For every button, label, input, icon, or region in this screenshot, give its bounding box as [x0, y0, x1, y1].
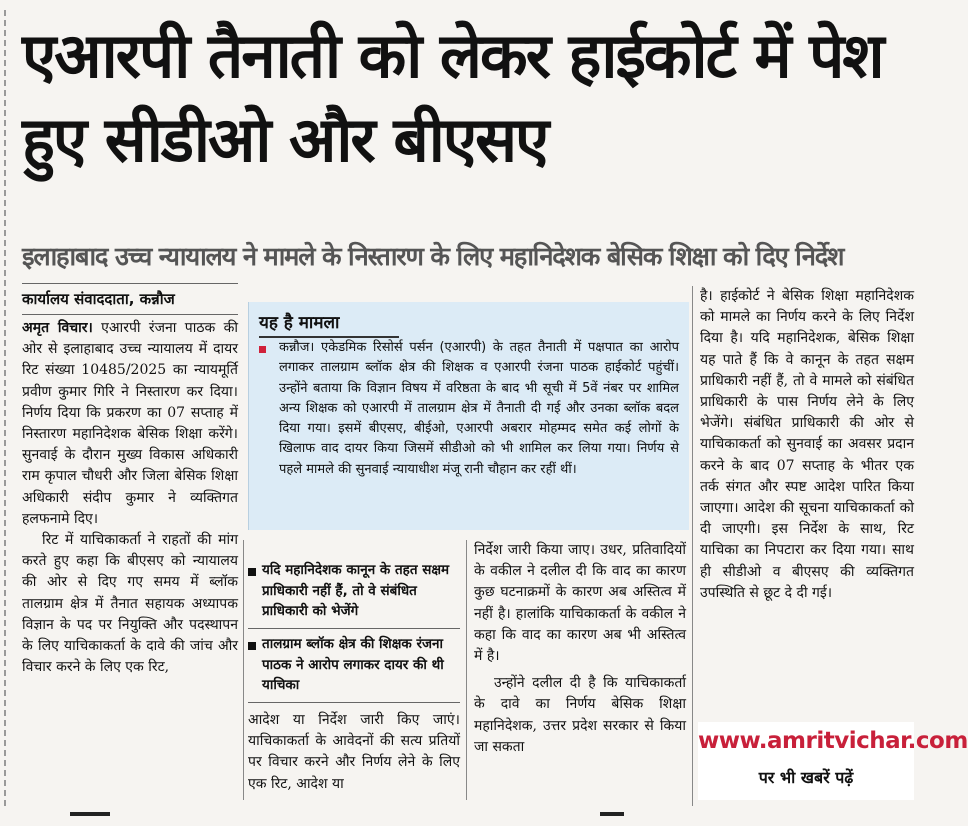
pull-quote-rule	[248, 702, 460, 703]
column-divider	[466, 540, 467, 800]
bottom-edge	[0, 808, 928, 826]
paragraph: है। हाईकोर्ट ने बेसिक शिक्षा महानिदेशक को मामले का निर्णय करने के लिए निर्देश दिया है। यदि महानिदेशक, बेसिक शिक्षा यह पाते हैं कि वे कानून के तहत सक्षम प्राधिकारी नहीं हैं, तो वे मामले को संबंधित प्राधिकारी के पास निर्णय लेने के लिए भेजेंगे। संबंधित प्राधिकारी की ओर से याचिकाकर्ता को सुनवाई का अवसर प्रदान करने के बाद 07 सप्ताह के भीतर एक तर्क संगत और स्पष्ट आदेश पारित किया जाएगा। आदेश की सूचना याचिकाकर्ता को दी जाएगी। इस निर्देश के साथ, रिट याचिका का निपटारा कर दिया गया। साथ ही सीडीओ व बीएसए की व्यक्तिगत उपस्थिति से छूट दे दी गई।	[700, 288, 914, 601]
next-article-fragment	[70, 812, 110, 816]
column-1	[22, 318, 238, 806]
sub-headline: इलाहाबाद उच्च न्यायालय ने मामले के निस्तारण के लिए महानिदेशक बेसिक शिक्षा को दिए निर्देश	[22, 242, 844, 272]
dateline: अमृत विचार।	[22, 320, 93, 336]
column-2	[248, 710, 460, 806]
pull-quote-rule	[248, 628, 460, 629]
bullet-icon	[248, 568, 256, 576]
column-3	[474, 540, 686, 806]
paragraph: रिट में याचिकाकर्ता ने राहतों की मांग करते हुए कहा कि बीएसए को न्यायालय की ओर से दिए गए समय में ब्लॉक तालग्राम क्षेत्र में तैनात सहायक अध्यापक विज्ञान के पद पर नियुक्ति और पदस्थापन के लिए याचिकाकर्ता के दावे की जांच और विचार करने के लिए एक रिट,	[22, 532, 238, 676]
paragraph: निर्देश जारी किया जाए। उधर, प्रतिवादियों के वकील ने दलील दी कि वाद का कारण कुछ घटनाक्रमों के कारण अब अस्तित्व में नहीं है। हालांकि याचिकाकर्ता के वकील ने कहा कि वाद का कारण अब भी अस्तित्व में है।	[474, 542, 686, 665]
left-dashed-rule	[4, 10, 6, 826]
pull-quote-2: तालग्राम ब्लॉक क्षेत्र की शिक्षक रंजना पाठक ने आरोप लगाकर दायर की थी याचिका	[262, 636, 444, 693]
next-article-fragment	[600, 812, 624, 816]
bullet-icon	[248, 642, 256, 650]
promo-caption	[698, 766, 914, 788]
info-box	[248, 302, 689, 530]
website-promo[interactable]	[698, 722, 968, 800]
paragraph-text: एआरपी रंजना पाठक की ओर से इलाहाबाद उच्च न्यायालय में दायर रिट संख्या 10485/2025 का न्यायमूर्ति प्रवीण कुमार गिरि ने निस्तारण कर दिया। निर्णय दिया कि प्रकरण का 07 सप्ताह में निस्तारण महानिदेशक बेसिक शिक्षा करेंगे। सुनवाई के दौरान मुख्य विकास अधिकारी राम कृपाल चौधरी और जिला बेसिक शिक्षा अधिकारी संदीप कुमार ने व्यक्तिगत हलफनामे दिए।	[22, 320, 238, 527]
byline: कार्यालय संवाददाता, कन्नौज	[22, 290, 175, 308]
paragraph: आदेश या निर्देश जारी किए जाएं। याचिकाकर्ता के आवेदनों की सत्य प्रतियों पर विचार करने और निर्णय लेने के लिए एक रिट, आदेश या	[248, 712, 460, 792]
headline: एआरपी तैनाती को लेकर हाईकोर्ट में पेश हुए सीडीओ और बीएसए	[22, 19, 883, 176]
paragraph: उन्होंने दलील दी है कि याचिकाकर्ता के दावे का निर्णय बेसिक शिक्षा महानिदेशक, उत्तर प्रदेश सरकार से किया जा सकता	[474, 675, 686, 755]
column-divider	[692, 286, 693, 806]
box-title: यह है मामला	[259, 313, 340, 333]
column-divider	[243, 540, 244, 800]
byline-rule-bottom	[22, 314, 238, 315]
column-4	[700, 286, 914, 716]
pull-quote-1: यदि महानिदेशक कानून के तहत सक्षम प्राधिकारी नहीं हैं, तो वे संबंधित प्राधिकारी को भेजेंगे	[262, 562, 450, 619]
byline-rule	[22, 283, 238, 284]
red-bullet-icon	[259, 346, 266, 353]
box-text: कन्नौज। एकेडमिक रिसोर्स पर्सन (एआरपी) के तहत तैनाती में पक्षपात का आरोप लगाकर तालग्राम ब्लॉक क्षेत्र की शिक्षक व एआरपी रंजना पाठक हाईकोर्ट पहुंचीं। उन्होंने बताया कि विज्ञान विषय में वरिष्ठता के बाद भी सूची में 5वें नंबर पर शामिल अन्य शिक्षक को एआरपी में तालग्राम क्षेत्र में तैनाती दी गई और उनका ब्लॉक बदल दिया गया। इसमें बीएसए, बीईओ, एआरपी अबरार मोहम्मद समेत कई लोगों के खिलाफ वाद दायर किया जिसमें सीडीओ को भी शामिल कर लिया गया। निर्णय से पहले मामले की सुनवाई न्यायाधीश मंजू रानी चौहान कर रहीं थीं।	[279, 340, 679, 477]
paragraph	[22, 318, 238, 530]
website-url[interactable]: www.amritvichar.com	[698, 728, 968, 754]
promo-caption-text: पर भी खबरें पढ़ें	[758, 768, 854, 787]
